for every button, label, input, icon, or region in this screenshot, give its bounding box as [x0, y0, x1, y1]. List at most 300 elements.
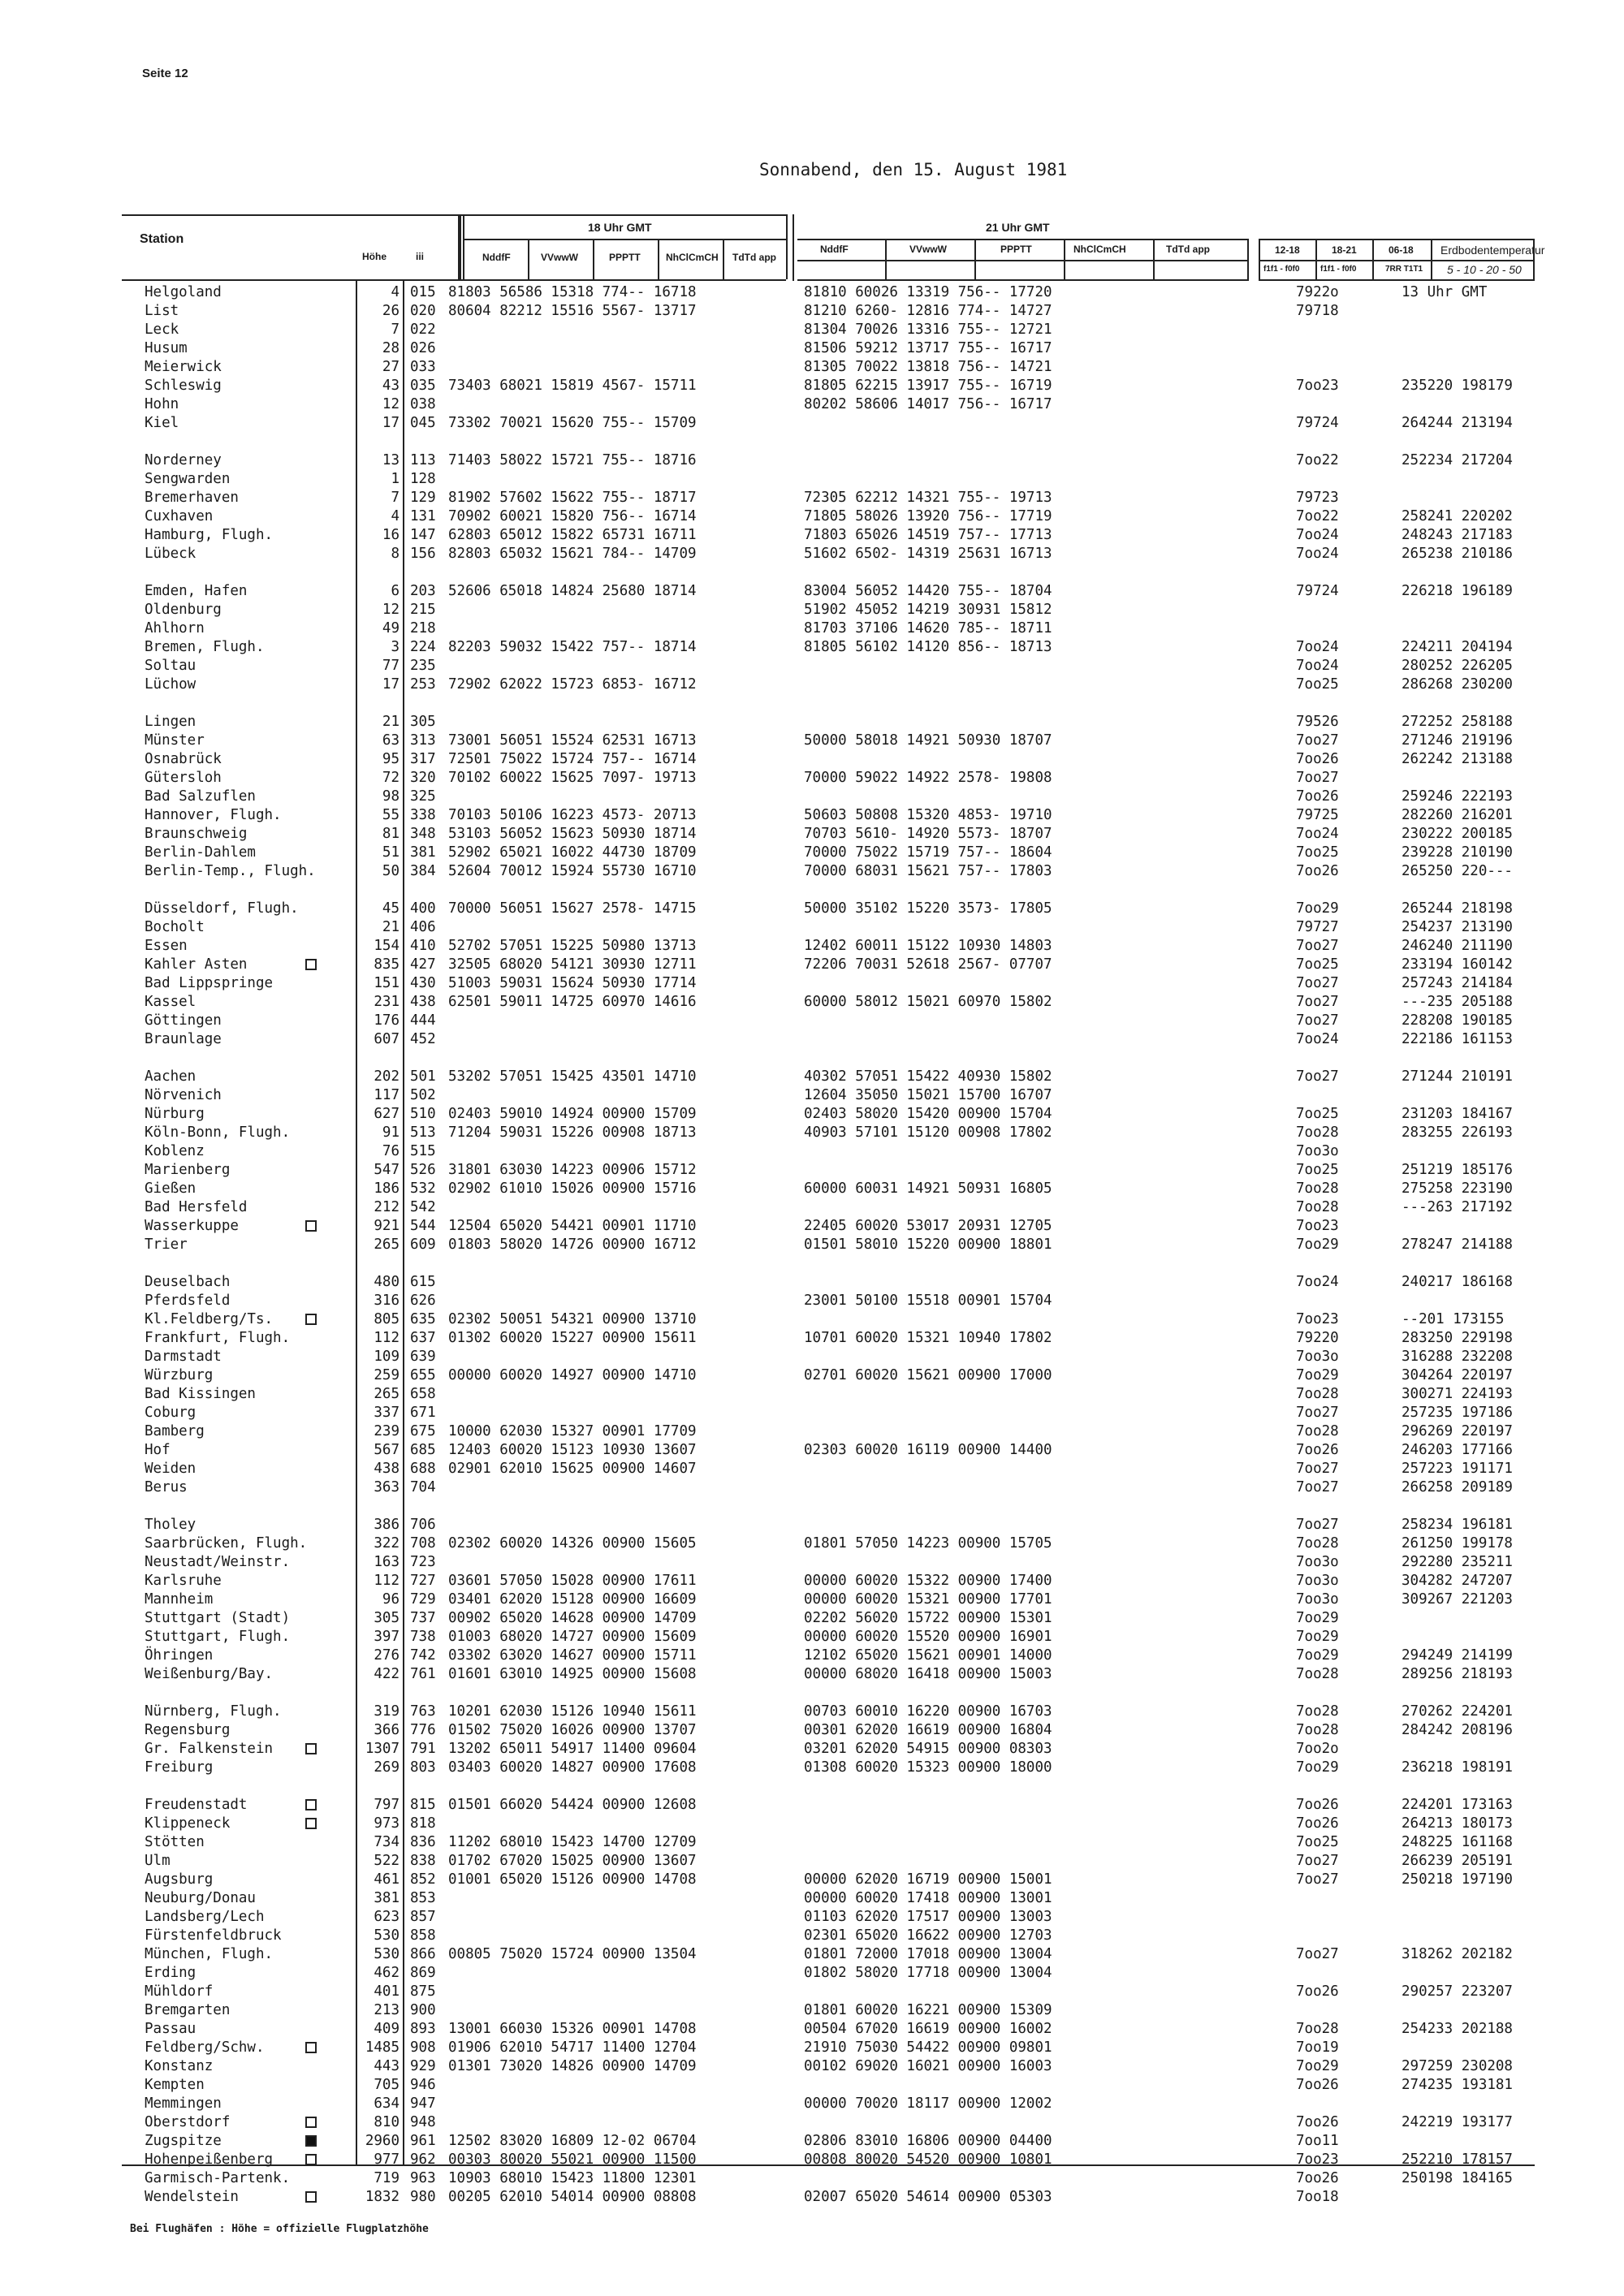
station-name: Landsberg/Lech [145, 1909, 265, 1925]
obs-18-gmt: 73001 56051 15524 62531 16713 [448, 732, 697, 749]
station-name: Würzburg [145, 1367, 214, 1383]
soil-temperature: 265250 220--- [1402, 863, 1513, 879]
period-value: 7oo18 [1296, 2189, 1339, 2205]
station-hoehe: 462 [374, 1965, 400, 1981]
station-name: Soltau [145, 658, 197, 674]
period-value: 7oo27 [1296, 732, 1339, 749]
station-name: Neuburg/Donau [145, 1890, 256, 1906]
col21-3: PPPTT [1000, 244, 1032, 255]
table-row [0, 1646, 1624, 1665]
station-name: Frankfurt, Flugh. [145, 1330, 291, 1346]
soil-temperature: 248243 217183 [1402, 527, 1513, 543]
station-id: 858 [410, 1927, 436, 1944]
station-hoehe: 112 [374, 1330, 400, 1346]
soil-temperature: 239228 210190 [1402, 844, 1513, 861]
station-id: 129 [410, 490, 436, 506]
station-name: Oldenburg [145, 602, 222, 618]
table-row [0, 339, 1624, 358]
obs-21-gmt: 80202 58606 14017 756-- 16717 [804, 396, 1052, 412]
table-row [0, 2095, 1624, 2113]
station-hoehe: 213 [374, 2002, 400, 2018]
obs-18-gmt: 32505 68020 54121 30930 12711 [448, 956, 697, 973]
soil-temperature: 224211 204194 [1402, 639, 1513, 655]
period-value: 7oo27 [1296, 1012, 1339, 1029]
station-name: Augsburg [145, 1871, 214, 1888]
station-id: 761 [410, 1666, 436, 1682]
period-value: 7oo22 [1296, 452, 1339, 468]
table-row [0, 788, 1624, 806]
station-id: 738 [410, 1629, 436, 1645]
station-hoehe: 386 [374, 1517, 400, 1533]
station-name: Kahler Asten [145, 956, 248, 973]
station-hoehe: 7 [391, 490, 400, 506]
station-hoehe: 81 [382, 826, 400, 842]
period-value: 7oo26 [1296, 751, 1339, 767]
obs-21-gmt: 72206 70031 52618 2567- 07707 [804, 956, 1052, 973]
table-row [0, 1703, 1624, 1721]
period-value: 7oo28 [1296, 1423, 1339, 1439]
soil-temperature: 304282 247207 [1402, 1573, 1513, 1589]
soil-temperature: 224201 173163 [1402, 1797, 1513, 1813]
station-name: Stötten [145, 1834, 205, 1850]
obs-18-gmt: 10903 68010 15423 11800 12301 [448, 2170, 697, 2186]
station-hoehe: 51 [382, 844, 400, 861]
station-hoehe: 1307 [365, 1741, 400, 1757]
soil-temperature: 292280 235211 [1402, 1554, 1513, 1570]
obs-21-gmt: 40903 57101 15120 00908 17802 [804, 1124, 1052, 1141]
station-name: Norderney [145, 452, 222, 468]
obs-18-gmt: 70902 60021 15820 756-- 16714 [448, 508, 697, 524]
table-row [0, 1665, 1624, 1684]
station-id: 515 [410, 1143, 436, 1159]
obs-18-gmt: 53103 56052 15623 50930 18714 [448, 826, 697, 842]
station-name: List [145, 303, 179, 319]
obs-21-gmt: 70000 68031 15621 757-- 17803 [804, 863, 1052, 879]
station-id: 961 [410, 2133, 436, 2149]
obs-18-gmt: 71403 58022 15721 755-- 18716 [448, 452, 697, 468]
period-1-sub: f1f1 - f0f0 [1263, 265, 1300, 274]
table-row [0, 1292, 1624, 1310]
soil-temperature: 304264 220197 [1402, 1367, 1513, 1383]
period-value: 7oo29 [1296, 1610, 1339, 1626]
obs-21-gmt: 00102 69020 16021 00900 16003 [804, 2058, 1052, 2074]
table-row [0, 302, 1624, 321]
obs-18-gmt: 02403 59010 14924 00900 15709 [448, 1106, 697, 1122]
station-id: 836 [410, 1834, 436, 1850]
obs-18-gmt: 81902 57602 15622 755-- 18717 [448, 490, 697, 506]
period-value: 7oo28 [1296, 1180, 1339, 1197]
station-hoehe: 366 [374, 1722, 400, 1738]
station-id: 510 [410, 1106, 436, 1122]
station-hoehe: 12 [382, 602, 400, 618]
station-name: Coburg [145, 1405, 197, 1421]
station-name: Passau [145, 2021, 197, 2037]
station-name: Deuselbach [145, 1274, 231, 1290]
station-id: 688 [410, 1461, 436, 1477]
period-2-sub: f1f1 - f0f0 [1320, 265, 1357, 274]
station-id: 729 [410, 1591, 436, 1608]
obs-18-gmt: 31801 63030 14223 00906 15712 [448, 1162, 697, 1178]
period-value: 7oo29 [1296, 1629, 1339, 1645]
station-hoehe: 12 [382, 396, 400, 412]
station-hoehe: 2960 [365, 2133, 400, 2149]
obs-18-gmt: 03401 62020 15128 00900 16609 [448, 1591, 697, 1608]
station-name: Braunlage [145, 1031, 222, 1047]
obs-18-gmt: 03403 60020 14827 00900 17608 [448, 1759, 697, 1776]
table-row [0, 1796, 1624, 1815]
table-row [0, 675, 1624, 694]
station-id: 626 [410, 1293, 436, 1309]
station-hoehe: 8 [391, 546, 400, 562]
table-row [0, 451, 1624, 470]
station-id: 791 [410, 1741, 436, 1757]
station-id: 706 [410, 1517, 436, 1533]
table-row [0, 2076, 1624, 2095]
obs-21-gmt: 83004 56052 14420 755-- 18704 [804, 583, 1052, 599]
station-id: 452 [410, 1031, 436, 1047]
col21-5: TdTd app [1166, 244, 1210, 255]
station-name: Saarbrücken, Flugh. [145, 1535, 308, 1552]
station-hoehe: 154 [374, 938, 400, 954]
obs-18-gmt: 70103 50106 16223 4573- 20713 [448, 807, 697, 823]
table-row [0, 1815, 1624, 1833]
station-id: 776 [410, 1722, 436, 1738]
table-row [0, 2188, 1624, 2207]
obs-21-gmt: 70703 5610- 14920 5573- 18707 [804, 826, 1052, 842]
station-hoehe: 810 [374, 2114, 400, 2130]
obs-18-gmt: 53202 57051 15425 43501 14710 [448, 1068, 697, 1085]
station-name: Trier [145, 1236, 188, 1253]
soil-temperature: 246203 177166 [1402, 1442, 1513, 1458]
station-name: Ahlhorn [145, 620, 205, 637]
period-value: 7oo26 [1296, 1815, 1339, 1832]
station-hoehe: 319 [374, 1703, 400, 1720]
soil-temperature: 251219 185176 [1402, 1162, 1513, 1178]
obs-21-gmt: 01802 58020 17718 00900 13004 [804, 1965, 1052, 1981]
station-hoehe: 567 [374, 1442, 400, 1458]
obs-18-gmt: 51003 59031 15624 50930 17714 [448, 975, 697, 991]
table-row [0, 1759, 1624, 1777]
table-row [0, 1180, 1624, 1198]
period-value: 79727 [1296, 919, 1339, 935]
station-id: 893 [410, 2021, 436, 2037]
obs-21-gmt: 02202 56020 15722 00900 15301 [804, 1610, 1052, 1626]
station-name: Nürnberg, Flugh. [145, 1703, 282, 1720]
period-value: 79725 [1296, 807, 1339, 823]
table-row [0, 545, 1624, 563]
open-square-icon [305, 2191, 317, 2203]
table-row [0, 1889, 1624, 1908]
obs-21-gmt: 02806 83010 16806 00900 04400 [804, 2133, 1052, 2149]
station-name: Aachen [145, 1068, 197, 1085]
station-hoehe: 95 [382, 751, 400, 767]
station-id: 948 [410, 2114, 436, 2130]
table-row [0, 470, 1624, 489]
table-row [0, 732, 1624, 750]
obs-21-gmt: 01501 58010 15220 00900 18801 [804, 1236, 1052, 1253]
soil-temperature: 272252 258188 [1402, 714, 1513, 730]
obs-18-gmt: 12504 65020 54421 00901 11710 [448, 1218, 697, 1234]
obs-18-gmt: 01906 62010 54717 11400 12704 [448, 2039, 697, 2056]
soil-temperature: 226218 196189 [1402, 583, 1513, 599]
period-value: 7oo23 [1296, 378, 1339, 394]
station-hoehe: 634 [374, 2095, 400, 2112]
station-hoehe: 63 [382, 732, 400, 749]
table-row [0, 937, 1624, 956]
period-value: 7oo28 [1296, 1199, 1339, 1215]
station-id: 526 [410, 1162, 436, 1178]
station-id: 852 [410, 1871, 436, 1888]
soil-temperature: 316288 232208 [1402, 1349, 1513, 1365]
soil-temperature: 283255 226193 [1402, 1124, 1513, 1141]
station-id: 542 [410, 1199, 436, 1215]
obs-21-gmt: 02403 58020 15420 00900 15704 [804, 1106, 1052, 1122]
station-id: 045 [410, 415, 436, 431]
station-hoehe: 43 [382, 378, 400, 394]
station-id: 853 [410, 1890, 436, 1906]
obs-21-gmt: 81703 37106 14620 785-- 18711 [804, 620, 1052, 637]
period-value: 7oo27 [1296, 1068, 1339, 1085]
station-hoehe: 72 [382, 770, 400, 786]
period-value: 7oo24 [1296, 658, 1339, 674]
soil-temperature: 258234 196181 [1402, 1517, 1513, 1533]
period-value: 7oo27 [1296, 1871, 1339, 1888]
station-id: 033 [410, 359, 436, 375]
station-hoehe: 4 [391, 284, 400, 300]
obs-21-gmt: 00504 67020 16619 00900 16002 [804, 2021, 1052, 2037]
station-id: 900 [410, 2002, 436, 2018]
station-hoehe: 21 [382, 919, 400, 935]
erdboden-depths: 5 - 10 - 20 - 50 [1447, 263, 1522, 276]
soil-temperature: 283250 229198 [1402, 1330, 1513, 1346]
obs-18-gmt: 13001 66030 15326 00901 14708 [448, 2021, 697, 2037]
soil-temperature: 250218 197190 [1402, 1871, 1513, 1888]
station-hoehe: 6 [391, 583, 400, 599]
station-id: 381 [410, 844, 436, 861]
table-row [0, 2169, 1624, 2188]
table-row [0, 974, 1624, 993]
page-date: Sonnabend, den 15. August 1981 [759, 160, 1068, 179]
obs-21-gmt: 21910 75030 54422 00900 09801 [804, 2039, 1052, 2056]
station-id: 313 [410, 732, 436, 749]
table-row [0, 2001, 1624, 2020]
table-row [0, 1871, 1624, 1889]
period-value: 7oo28 [1296, 1722, 1339, 1738]
period-value: 7oo19 [1296, 2039, 1339, 2056]
table-row [0, 1516, 1624, 1534]
obs-21-gmt: 01801 72000 17018 00900 13004 [804, 1946, 1052, 1962]
obs-18-gmt: 81803 56586 15318 774-- 16718 [448, 284, 697, 300]
station-name: Berus [145, 1479, 188, 1495]
table-row [0, 283, 1624, 302]
station-name: Hannover, Flugh. [145, 807, 282, 823]
station-id: 908 [410, 2039, 436, 2056]
station-id: 635 [410, 1311, 436, 1327]
col18-4: NhClCmCH [666, 252, 719, 263]
soil-temperature: 275258 223190 [1402, 1180, 1513, 1197]
obs-21-gmt: 00000 68020 16418 00900 15003 [804, 1666, 1052, 1682]
station-hoehe: 480 [374, 1274, 400, 1290]
station-id: 544 [410, 1218, 436, 1234]
obs-21-gmt: 00301 62020 16619 00900 16804 [804, 1722, 1052, 1738]
obs-21-gmt: 71803 65026 14519 757-- 17713 [804, 527, 1052, 543]
period-value: 7oo26 [1296, 788, 1339, 805]
station-id: 156 [410, 546, 436, 562]
station-hoehe: 4 [391, 508, 400, 524]
station-id: 325 [410, 788, 436, 805]
table-row [0, 321, 1624, 339]
station-id: 857 [410, 1909, 436, 1925]
station-name: Karlsruhe [145, 1573, 222, 1589]
station-hoehe: 269 [374, 1759, 400, 1776]
station-hoehe: 21 [382, 714, 400, 730]
station-id: 305 [410, 714, 436, 730]
station-id: 723 [410, 1554, 436, 1570]
obs-18-gmt: 62501 59011 14725 60970 14616 [448, 994, 697, 1010]
obs-21-gmt: 00000 60020 15321 00900 17701 [804, 1591, 1052, 1608]
station-id: 980 [410, 2189, 436, 2205]
station-name: Kl.Feldberg/Ts. [145, 1311, 274, 1327]
table-row [0, 2057, 1624, 2076]
station-id: 742 [410, 1647, 436, 1664]
period-value: 7oo23 [1296, 2151, 1339, 2168]
obs-18-gmt: 00205 62010 54014 00900 08808 [448, 2189, 697, 2205]
period-value: 7oo24 [1296, 527, 1339, 543]
station-id: 224 [410, 639, 436, 655]
station-name: Erding [145, 1965, 197, 1981]
obs-21-gmt: 81506 59212 13717 755-- 16717 [804, 340, 1052, 356]
soil-temperature: 289256 218193 [1402, 1666, 1513, 1682]
period-value: 7oo27 [1296, 770, 1339, 786]
table-row [0, 2151, 1624, 2169]
soil-temperature: 270262 224201 [1402, 1703, 1513, 1720]
soil-temperature: 242219 193177 [1402, 2114, 1513, 2130]
station-id: 704 [410, 1479, 436, 1495]
station-id: 317 [410, 751, 436, 767]
obs-21-gmt: 50000 35102 15220 3573- 17805 [804, 900, 1052, 917]
period-value: 7oo28 [1296, 1703, 1339, 1720]
station-id: 658 [410, 1386, 436, 1402]
station-hoehe: 1485 [365, 2039, 400, 2056]
period-value: 7oo24 [1296, 1274, 1339, 1290]
soil-temperature: 252234 217204 [1402, 452, 1513, 468]
station-hoehe: 50 [382, 863, 400, 879]
station-id: 737 [410, 1610, 436, 1626]
table-row [0, 377, 1624, 395]
obs-21-gmt: 02303 60020 16119 00900 14400 [804, 1442, 1052, 1458]
col18-3: PPPTT [609, 252, 641, 263]
station-name: Stuttgart, Flugh. [145, 1629, 291, 1645]
station-id: 655 [410, 1367, 436, 1383]
page-number: Seite 12 [142, 67, 188, 80]
station-name: Neustadt/Weinstr. [145, 1554, 291, 1570]
table-row [0, 1012, 1624, 1030]
table-row [0, 1124, 1624, 1142]
obs-21-gmt: 23001 50100 15518 00901 15704 [804, 1293, 1052, 1309]
station-name: Bocholt [145, 919, 205, 935]
obs-21-gmt: 51902 45052 14219 30931 15812 [804, 602, 1052, 618]
table-row [0, 582, 1624, 601]
obs-21-gmt: 51602 6502- 14319 25631 16713 [804, 546, 1052, 562]
table-row [0, 1422, 1624, 1441]
obs-21-gmt: 00000 60020 17418 00900 13001 [804, 1890, 1052, 1906]
period-value: 7oo2o [1296, 1741, 1339, 1757]
period-value: 7oo26 [1296, 1797, 1339, 1813]
table-row [0, 1721, 1624, 1740]
station-name: Konstanz [145, 2058, 214, 2074]
table-row [0, 1908, 1624, 1927]
obs-21-gmt: 72305 62212 14321 755-- 19713 [804, 490, 1052, 506]
obs-21-gmt: 00000 60020 15520 00900 16901 [804, 1629, 1052, 1645]
station-id: 727 [410, 1573, 436, 1589]
period-value: 7oo29 [1296, 900, 1339, 917]
soil-temperature: 282260 216201 [1402, 807, 1513, 823]
station-id: 875 [410, 1983, 436, 2000]
obs-18-gmt: 52606 65018 14824 25680 18714 [448, 583, 697, 599]
period-value: 7oo28 [1296, 1386, 1339, 1402]
period-value: 7oo27 [1296, 1479, 1339, 1495]
period-value: 7oo27 [1296, 1946, 1339, 1962]
table-row [0, 713, 1624, 732]
station-hoehe: 13 [382, 452, 400, 468]
station-name: Kempten [145, 2077, 205, 2093]
open-square-icon [305, 2042, 317, 2053]
period-value: 7oo25 [1296, 956, 1339, 973]
period-value: 7oo26 [1296, 863, 1339, 879]
station-hoehe: 112 [374, 1573, 400, 1589]
soil-temperature: 300271 224193 [1402, 1386, 1513, 1402]
station-id: 038 [410, 396, 436, 412]
station-id: 015 [410, 284, 436, 300]
soil-temperature: 271244 210191 [1402, 1068, 1513, 1085]
obs-21-gmt: 81304 70026 13316 755-- 12721 [804, 322, 1052, 338]
station-hoehe: 805 [374, 1311, 400, 1327]
station-hoehe: 530 [374, 1927, 400, 1944]
table-row [0, 862, 1624, 881]
station-name: Berlin-Temp., Flugh. [145, 863, 316, 879]
station-name: Mühldorf [145, 1983, 214, 2000]
period-2-header: 18-21 [1332, 244, 1357, 256]
period-value: 7oo26 [1296, 1442, 1339, 1458]
period-value: 7922o [1296, 284, 1339, 300]
station-hoehe: 607 [374, 1031, 400, 1047]
station-hoehe: 547 [374, 1162, 400, 1178]
obs-18-gmt: 01803 58020 14726 00900 16712 [448, 1236, 697, 1253]
table-row [0, 993, 1624, 1012]
station-name: Berlin-Dahlem [145, 844, 256, 861]
obs-21-gmt: 81805 62215 13917 755-- 16719 [804, 378, 1052, 394]
station-name: Koblenz [145, 1143, 205, 1159]
obs-21-gmt: 81805 56102 14120 856-- 18713 [804, 639, 1052, 655]
station-id: 869 [410, 1965, 436, 1981]
station-hoehe: 322 [374, 1535, 400, 1552]
station-hoehe: 461 [374, 1871, 400, 1888]
table-row [0, 2113, 1624, 2132]
station-hoehe: 91 [382, 1124, 400, 1141]
obs-18-gmt: 52902 65021 16022 44730 18709 [448, 844, 697, 861]
station-id: 708 [410, 1535, 436, 1552]
station-hoehe: 397 [374, 1629, 400, 1645]
obs-21-gmt: 00703 60010 16220 00900 16703 [804, 1703, 1052, 1720]
station-id: 513 [410, 1124, 436, 1141]
station-id: 815 [410, 1797, 436, 1813]
station-hoehe: 17 [382, 676, 400, 693]
station-id: 203 [410, 583, 436, 599]
period-value: 7oo27 [1296, 938, 1339, 954]
station-id: 410 [410, 938, 436, 954]
soil-temperature: 258241 220202 [1402, 508, 1513, 524]
period-value: 7oo25 [1296, 1106, 1339, 1122]
